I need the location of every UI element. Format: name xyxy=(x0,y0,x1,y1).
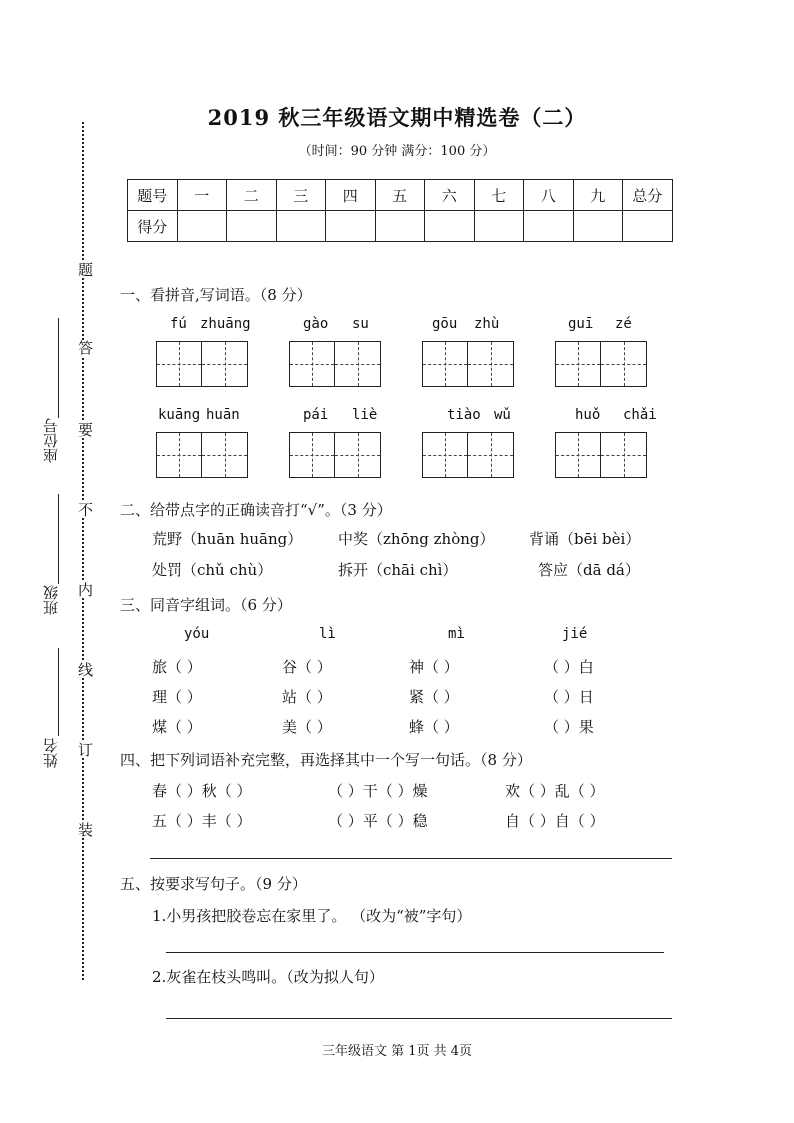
pinyin: tiào xyxy=(447,407,481,423)
pinyin: mì xyxy=(448,626,465,642)
writing-grid[interactable] xyxy=(156,341,248,387)
reading-choice[interactable]: 答应（dā dá） xyxy=(538,561,640,579)
pinyin: huān xyxy=(206,407,240,423)
score-cell[interactable] xyxy=(326,211,376,242)
binding-dotted-line xyxy=(82,122,84,980)
seal-char: 不 xyxy=(78,501,94,519)
answer-line[interactable] xyxy=(166,952,664,953)
word-blank[interactable]: （ ）白 xyxy=(544,658,594,676)
score-cell[interactable] xyxy=(276,211,326,242)
section-1-heading: 一、看拼音,写词语。（8 分） xyxy=(120,286,312,304)
pinyin: su xyxy=(352,316,369,332)
pinyin: guī xyxy=(568,316,594,332)
idiom-blank[interactable]: 五（ ）丰（ ） xyxy=(152,812,252,830)
page-footer: 三年级语文 第 1页 共 4页 xyxy=(321,1044,473,1059)
pinyin: jié xyxy=(562,626,588,642)
seal-char: 要 xyxy=(78,421,94,439)
writing-grid[interactable] xyxy=(555,341,647,387)
writing-grid[interactable] xyxy=(289,432,381,478)
seat-number-field[interactable] xyxy=(58,318,59,418)
score-header-cell: 六 xyxy=(425,180,475,211)
idiom-blank[interactable]: （ ）干（ ）燥 xyxy=(328,782,428,800)
score-cell[interactable] xyxy=(573,211,623,242)
pinyin: kuāng xyxy=(158,407,201,423)
seal-char: 题 xyxy=(78,261,94,279)
section-5-heading: 五、按要求写句子。（9 分） xyxy=(120,875,307,893)
word-blank[interactable]: 紧（ ） xyxy=(409,688,459,706)
word-blank[interactable]: 旅（ ） xyxy=(152,658,202,676)
seal-char: 内 xyxy=(78,581,94,599)
word-blank[interactable]: （ ）日 xyxy=(544,688,594,706)
pinyin: lì xyxy=(319,626,336,642)
score-cell[interactable] xyxy=(375,211,425,242)
section-3-heading: 三、同音字组词。（6 分） xyxy=(120,596,292,614)
pinyin: wǔ xyxy=(494,407,511,423)
exam-info: （时间：90 分钟 满分：100 分） xyxy=(298,144,496,159)
score-row-label: 得分 xyxy=(128,211,178,242)
writing-grid[interactable] xyxy=(156,432,248,478)
class-field[interactable] xyxy=(58,494,59,584)
score-table xyxy=(127,179,673,242)
word-blank[interactable]: 煤（ ） xyxy=(152,718,202,736)
pinyin: gào xyxy=(303,316,329,332)
score-header-cell: 题号 xyxy=(128,180,178,211)
seat-number-label: 座位号 xyxy=(42,418,60,463)
pinyin: zhù xyxy=(474,316,500,332)
score-header-cell: 五 xyxy=(375,180,425,211)
score-header-cell: 一 xyxy=(177,180,227,211)
word-blank[interactable]: 蜂（ ） xyxy=(409,718,459,736)
pinyin: zé xyxy=(615,316,632,332)
word-blank[interactable]: 站（ ） xyxy=(282,688,332,706)
seal-char: 线 xyxy=(78,661,94,679)
writing-grid[interactable] xyxy=(422,432,514,478)
pinyin: huǒ xyxy=(575,407,601,423)
word-blank[interactable]: 神（ ） xyxy=(409,658,459,676)
word-blank[interactable]: 理（ ） xyxy=(152,688,202,706)
writing-grid[interactable] xyxy=(555,432,647,478)
section-2-heading: 二、给带点字的正确读音打“√”。（3 分） xyxy=(120,501,392,519)
name-field[interactable] xyxy=(58,648,59,736)
score-header-cell: 七 xyxy=(474,180,524,211)
name-label: 姓名 xyxy=(42,738,60,768)
class-label: 班级 xyxy=(42,585,60,615)
word-blank[interactable]: （ ）果 xyxy=(544,718,594,736)
seal-char: 装 xyxy=(78,821,94,839)
pinyin: yóu xyxy=(184,626,210,642)
answer-line[interactable] xyxy=(166,1018,672,1019)
score-header-cell: 总分 xyxy=(623,180,673,211)
page-title: 2019 秋三年级语文期中精选卷（二） xyxy=(207,105,587,130)
reading-choice[interactable]: 荒野（huān huāng） xyxy=(152,530,303,548)
reading-choice[interactable]: 处罚（chǔ chù） xyxy=(152,561,273,579)
reading-choice[interactable]: 拆开（chāi chì） xyxy=(338,561,458,579)
pinyin: fú xyxy=(170,316,187,332)
score-table-score-row xyxy=(128,211,673,242)
pinyin: zhuāng xyxy=(200,316,251,332)
pinyin: gōu xyxy=(432,316,458,332)
idiom-blank[interactable]: 欢（ ）乱（ ） xyxy=(505,782,605,800)
answer-line[interactable] xyxy=(150,858,672,859)
reading-choice[interactable]: 背诵（bēi bèi） xyxy=(529,530,641,548)
idiom-blank[interactable]: （ ）平（ ）稳 xyxy=(328,812,428,830)
idiom-blank[interactable]: 自（ ）自（ ） xyxy=(505,812,605,830)
seal-char: 订 xyxy=(78,741,94,759)
section-4-heading: 四、把下列词语补充完整，再选择其中一个写一句话。（8 分） xyxy=(120,751,532,769)
pinyin: liè xyxy=(352,407,378,423)
reading-choice[interactable]: 中奖（zhōng zhòng） xyxy=(338,530,495,548)
question-2: 2.灰雀在枝头鸣叫。（改为拟人句） xyxy=(152,968,384,986)
score-table-header-row xyxy=(128,180,673,211)
score-header-cell: 四 xyxy=(326,180,376,211)
writing-grid[interactable] xyxy=(289,341,381,387)
score-cell[interactable] xyxy=(227,211,277,242)
writing-grid[interactable] xyxy=(422,341,514,387)
score-header-cell: 二 xyxy=(227,180,277,211)
score-cell[interactable] xyxy=(425,211,475,242)
idiom-blank[interactable]: 春（ ）秋（ ） xyxy=(152,782,252,800)
score-cell[interactable] xyxy=(524,211,574,242)
score-cell[interactable] xyxy=(474,211,524,242)
pinyin: pái xyxy=(303,407,329,423)
score-header-cell: 八 xyxy=(524,180,574,211)
word-blank[interactable]: 美（ ） xyxy=(282,718,332,736)
pinyin: chǎi xyxy=(623,407,657,423)
question-1: 1.小男孩把胶卷忘在家里了。 （改为“被”字句） xyxy=(152,907,472,925)
score-header-cell: 三 xyxy=(276,180,326,211)
score-header-cell: 九 xyxy=(573,180,623,211)
word-blank[interactable]: 谷（ ） xyxy=(282,658,332,676)
seal-char: 答 xyxy=(78,339,94,357)
score-cell[interactable] xyxy=(623,211,673,242)
score-cell[interactable] xyxy=(177,211,227,242)
